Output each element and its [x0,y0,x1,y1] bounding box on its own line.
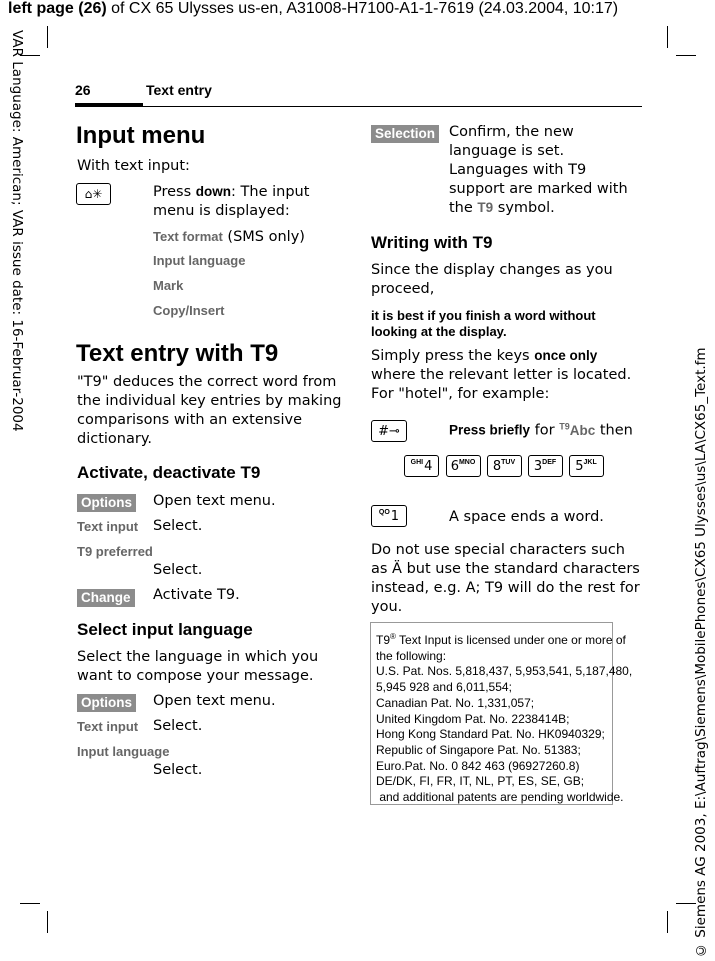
menu-item-text-input: Text input [77,519,139,534]
activate-row-text-input-text: Select. [153,518,203,534]
patent-line: Euro.Pat. No. 0 842 463 (96927260.8) [376,758,580,773]
writing-instructions: Simply press the keys once only where the relevant letter is located. For "hotel", for example: [371,348,632,402]
language-row-input-language-text: Select. [153,762,203,778]
menu-item-t9-preferred: T9 preferred [77,544,153,559]
language-row-text-input-text: Select. [153,718,203,734]
patent-line: 5,945 928 and 6,011,554; [376,680,512,695]
menu-option-copy-insert: Copy/Insert [153,303,225,318]
input-menu-intro: With text input: [77,158,190,174]
patent-line: United Kingdom Pat. No. 2238414B; [376,711,570,726]
patent-line: the following: [376,648,447,663]
selection-text: Confirm, the new language is set. Languages with T9 support are marked with the T9 symbol. [449,124,628,216]
press-briefly-text: Press briefly for $^{T9}$Abc then [449,421,633,439]
menu-item-input-language: Input language [77,744,170,759]
select-language-description: Select the language in which you want to compose your message. [77,649,319,684]
language-row-options-text: Open text menu. [153,693,276,709]
key-4-ghi-icon: $^{GHI}$ 4 [404,455,439,477]
nav-key-icon: ⌂✳ [76,183,111,205]
running-title: Text entry [146,82,212,98]
patent-line: Hong Kong Standard Pat. No. HK0940329; [376,727,605,742]
menu-item-text-input-2: Text input [77,719,139,734]
patent-line: and additional patents are pending worldwide. [376,790,624,805]
softkey-options-2: Options [77,692,136,712]
document-header [8,0,618,18]
header-rule-thick [75,103,143,107]
activate-row-options-text: Open text menu. [153,493,276,509]
header-doc-info: of CX 65 Ulysses us-en, A31008-H7100-A1-1-7619 (24.03.2004, 10:17) [106,0,619,17]
patent-notice-box [370,622,633,805]
patent-line: Republic of Singapore Pat. No. 51383; [376,742,581,757]
softkey-options: Options [77,492,136,512]
header-rule [143,106,642,107]
key-3-def-icon: 3 $^{DEF}$ [528,455,563,477]
patent-line: T9® Text Input is licensed under one or more of [376,632,626,647]
press-down-text: Press down: The input menu is displayed: [153,184,310,219]
subsection-title-activate: Activate, deactivate T9 [77,463,261,482]
menu-option-text-format: Text format (SMS only) [153,229,305,245]
t9-description: "T9" deduces the correct word from the individual key entries by making comparisons with an extensive dictionary. [77,374,342,447]
space-ends-word-text: A space ends a word. [449,509,604,525]
page-number: 26 [75,82,91,98]
activate-row-t9-preferred-text: Select. [153,562,203,578]
section-title-t9: Text entry with T9 [76,340,279,367]
activate-row-change-text: Activate T9. [153,587,240,603]
file-path-sidebar: © Siemens AG 2003, E:\Auftrag\Siemens\MobilePhones\CX65 Ulysses\us\LA\CX65_Text.fm [693,347,709,958]
writing-bold-note: it is best if you finish a word without looking at the display. [371,308,596,339]
key-8-tuv-icon: 8 $^{TUV}$ [487,455,522,477]
subsection-title-writing-t9: Writing with T9 [371,233,493,252]
hash-key-icon: #⊸ [371,420,407,442]
key-6-mno-icon: 6 $^{MNO}$ [446,455,481,477]
softkey-change: Change [77,587,135,607]
var-language-sidebar: VAR Language: American; VAR issue date: 16-Februar-2004 [9,30,25,432]
header-page-ref: left page (26) [8,0,107,17]
softkey-selection: Selection [371,123,439,143]
menu-option-input-language: Input language [153,253,246,268]
patent-line: DE/DK, FI, FR, IT, NL, PT, ES, SE, GB; [376,774,585,789]
patent-line: Canadian Pat. No. 1,331,057; [376,695,535,710]
key-1-space-icon: $^{QO}$ 1 [371,505,407,527]
subsection-title-select-language: Select input language [77,620,253,639]
patent-line: U.S. Pat. Nos. 5,818,437, 5,953,541, 5,187,480, [376,664,633,679]
menu-option-mark: Mark [153,278,184,293]
special-characters-note: Do not use special characters such as Ä but use the standard characters instead, e.g. A; T9 will do the rest for you. [371,542,640,615]
writing-intro: Since the display changes as you proceed, [371,262,613,297]
key-5-jkl-icon: 5 $^{JKL}$ [569,455,604,477]
section-title-input-menu: Input menu [76,122,206,149]
